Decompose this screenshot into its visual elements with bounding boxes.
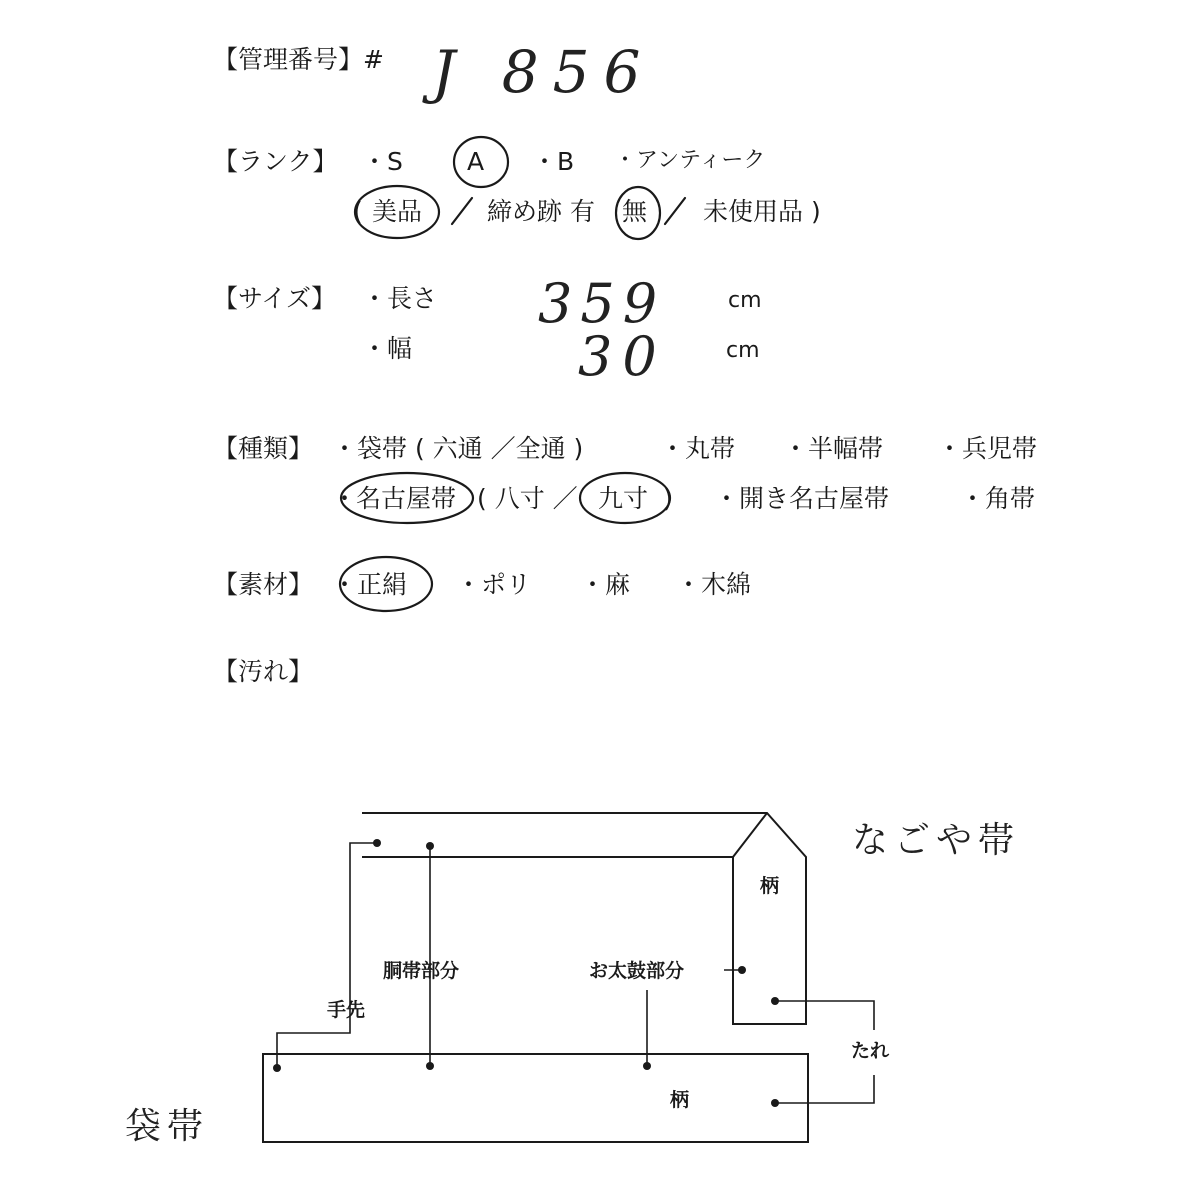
- otaiko-label: お太鼓部分: [589, 960, 685, 982]
- width-label: ・幅: [362, 334, 413, 363]
- type-fukuro: ・袋帯 ( 六通 ／全通 ): [332, 434, 584, 463]
- material-silk: 正絹: [357, 570, 408, 599]
- management-number-label: 【管理番号】#: [213, 45, 384, 74]
- stain-label: 【汚れ】: [213, 657, 314, 686]
- length-label: ・長さ: [362, 284, 438, 313]
- type-label: 【種類】: [213, 434, 314, 463]
- length-value: 359: [538, 272, 666, 335]
- tare-label: たれ: [851, 1040, 890, 1062]
- gara-label-bottom: 柄: [670, 1089, 690, 1111]
- dou-label: 胴帯部分: [383, 960, 460, 982]
- management-number-value: J 856: [432, 38, 655, 106]
- condition-option-bihin: 美品: [372, 197, 423, 226]
- type-kaku: ・角帯: [960, 484, 1036, 513]
- tare-connector-bottom: [775, 1075, 874, 1103]
- condition-option-mu: 無: [622, 197, 648, 226]
- rank-label: 【ランク】: [213, 147, 338, 176]
- nagoya-obi-title: なごや帯: [852, 820, 1021, 861]
- material-cotton: ・木綿: [676, 570, 752, 599]
- type-heko: ・兵児帯: [937, 434, 1038, 463]
- condition-open-paren: (: [353, 197, 363, 226]
- type-nagoya-dot: ・: [332, 484, 358, 513]
- tare-connector-top: [775, 1001, 874, 1030]
- tesaki-connector: [277, 843, 377, 1066]
- width-unit: cm: [726, 338, 760, 363]
- material-label: 【素材】: [213, 570, 314, 599]
- type-maru: ・丸帯: [660, 434, 736, 463]
- rank-option-antique: ・アンティーク: [614, 148, 766, 173]
- rank-option-a: A: [467, 147, 485, 176]
- type-hassun: ( 八寸 ／: [477, 484, 578, 513]
- fukuro-obi-outline: [263, 1054, 808, 1142]
- material-asa: ・麻: [580, 570, 631, 599]
- tesaki-label: 手先: [327, 999, 366, 1021]
- type-hanhaba: ・半幅帯: [783, 434, 884, 463]
- length-unit: cm: [728, 288, 762, 313]
- size-label: 【サイズ】: [213, 284, 337, 313]
- material-poly: ・ポリ: [456, 570, 532, 599]
- type-nagoya: 名古屋帯: [356, 484, 457, 513]
- condition-option-unused: 未使用品 ): [703, 197, 821, 226]
- type-kyusun: 九寸: [598, 484, 649, 513]
- gara-label-top: 柄: [760, 875, 780, 897]
- condition-option-shimeato: 締め跡 有: [487, 197, 595, 226]
- rank-option-s: ・S: [362, 147, 403, 176]
- type-hiraki-nagoya: ・開き名古屋帯: [714, 484, 890, 513]
- rank-option-b: ・B: [532, 147, 575, 176]
- material-dot-silk: ・: [332, 570, 358, 599]
- width-value: 30: [578, 325, 667, 388]
- fukuro-obi-title: 袋帯: [125, 1106, 210, 1147]
- type-close-paren: ): [663, 484, 673, 513]
